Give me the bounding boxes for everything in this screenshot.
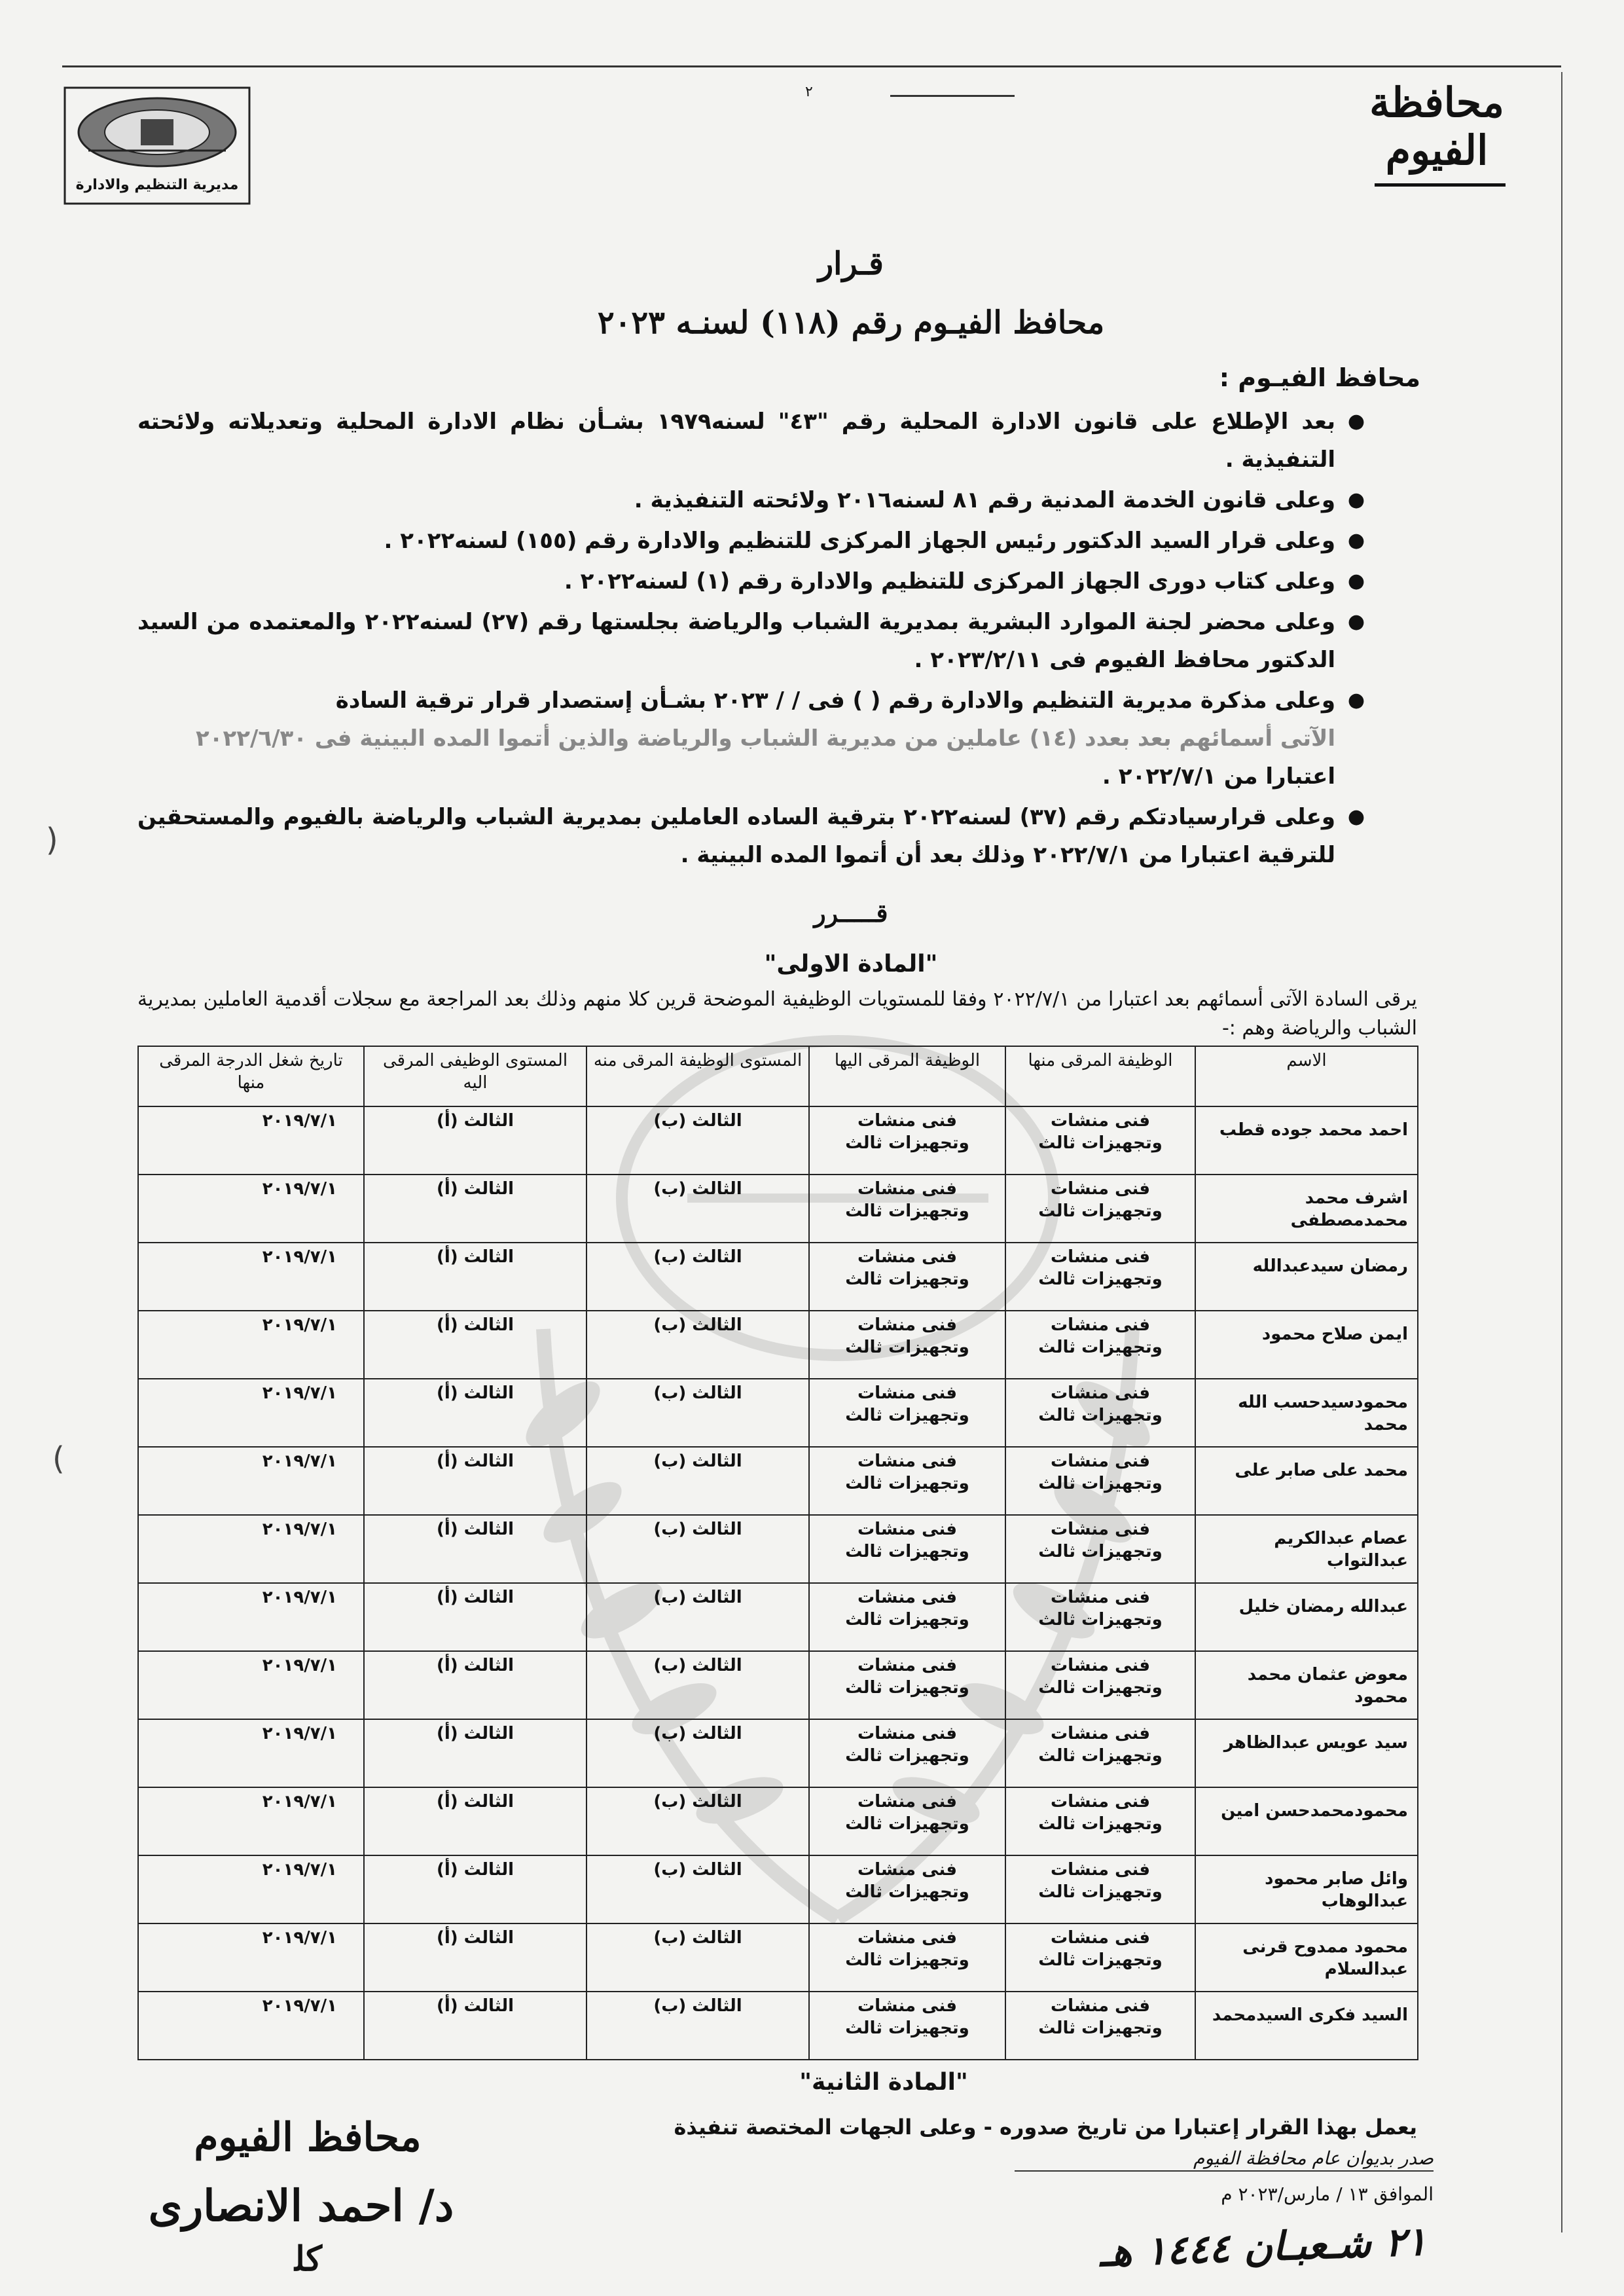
table-row (138, 1923, 1418, 1992)
cell-from-level: الثالث (ب) (586, 1175, 809, 1243)
cell-to-level: الثالث (أ) (364, 1787, 586, 1855)
cell-name: معوض عثمان محمد محمود (1195, 1651, 1418, 1719)
memo-line-3: اعتبارا من ٢٠٢٢/٧/١ . (1102, 763, 1335, 790)
cell-to-level: الثالث (أ) (364, 1855, 586, 1923)
cell-from-job: فنى منشات وتجهيزات ثالث (1005, 1106, 1195, 1175)
article-2-label: "المادة الثانية" (799, 2069, 968, 2096)
cell-name: وائل صابر محمود عبدالوهاب (1195, 1855, 1418, 1923)
gregorian-date: الموافق ١٣ / مارس/٢٠٢٣ م (1221, 2183, 1434, 2205)
bullet-icon: ● (1347, 570, 1365, 592)
preamble-item: ● وعلى محضر لجنة الموارد البشرية بمديرية الشباب والرياضة بجلستها رقم (٢٧) لسنه٢٠٢٢ والمعتمده من السيد الدكتور محافظ الفيوم فى ٢٠٢٣/٢/١١ . (137, 603, 1365, 679)
scan-edge-mark: ( (46, 822, 58, 858)
cell-date: ٢٠١٩/٧/١ (138, 1311, 364, 1379)
cell-from-job: فنى منشات وتجهيزات ثالث (1005, 1992, 1195, 2060)
table-row (138, 1175, 1418, 1243)
cell-from-job: فنى منشات وتجهيزات ثالث (1005, 1923, 1195, 1992)
cell-date: ٢٠١٩/٧/١ (138, 1787, 364, 1855)
cell-to-level: الثالث (أ) (364, 1651, 586, 1719)
cell-from-level: الثالث (ب) (586, 1923, 809, 1992)
preamble-item: ● وعلى كتاب دورى الجهاز المركزى للتنظيم والادارة رقم (١) لسنه٢٠٢٢ . (137, 562, 1365, 600)
cell-date: ٢٠١٩/٧/١ (138, 1651, 364, 1719)
cell-date: ٢٠١٩/٧/١ (138, 1379, 364, 1447)
cell-from-job: فنى منشات وتجهيزات ثالث (1005, 1583, 1195, 1651)
table-row (138, 1515, 1418, 1583)
cell-to-level: الثالث (أ) (364, 1719, 586, 1787)
cell-from-job: فنى منشات وتجهيزات ثالث (1005, 1719, 1195, 1787)
cell-to-level: الثالث (أ) (364, 1106, 586, 1175)
cell-name: محمد على صابر على (1195, 1447, 1418, 1515)
cell-date: ٢٠١٩/٧/١ (138, 1719, 364, 1787)
promotions-table (137, 1046, 1418, 2060)
cell-name: احمد محمد جوده قطب (1195, 1106, 1418, 1175)
cell-date: ٢٠١٩/٧/١ (138, 1175, 364, 1243)
cell-from-level: الثالث (ب) (586, 1992, 809, 2060)
cell-from-level: الثالث (ب) (586, 1379, 809, 1447)
cell-from-job: فنى منشات وتجهيزات ثالث (1005, 1243, 1195, 1311)
cell-from-job: فنى منشات وتجهيزات ثالث (1005, 1311, 1195, 1379)
decision-label: قـــــرر (814, 898, 888, 928)
bullet-icon: ● (1347, 488, 1365, 511)
table-row (138, 1583, 1418, 1651)
cell-from-level: الثالث (ب) (586, 1787, 809, 1855)
cell-from-level: الثالث (ب) (586, 1719, 809, 1787)
header-name: الاسم (1195, 1046, 1418, 1106)
cell-name: عصام عبدالكريم عبدالتواب (1195, 1515, 1418, 1583)
cell-from-level: الثالث (ب) (586, 1855, 809, 1923)
header-to-job: الوظيفة المرقى اليها (809, 1046, 1005, 1106)
cell-from-level: الثالث (ب) (586, 1243, 809, 1311)
page-mark: ٢ (805, 84, 813, 100)
cell-date: ٢٠١٩/٧/١ (138, 1992, 364, 2060)
governor-label: محافظ الفيـوم : (1219, 363, 1420, 392)
cell-to-level: الثالث (أ) (364, 1243, 586, 1311)
cell-to-level: الثالث (أ) (364, 1923, 586, 1992)
cell-from-job: فنى منشات وتجهيزات ثالث (1005, 1515, 1195, 1583)
cell-to-level: الثالث (أ) (364, 1515, 586, 1583)
governorate-underline (1375, 183, 1506, 187)
memo-line-2: الآتى أسمائهم بعد بعدد (١٤) عاملين من مديرية الشباب والرياضة والذين أتموا المده البينية فى ٢٠٢٢/٦/٣٠ (195, 725, 1335, 752)
bullet-icon: ● (1347, 410, 1365, 433)
table-row (138, 1447, 1418, 1515)
issued-at: صدر بديوان عام محافظة الفيوم (1015, 2147, 1434, 2172)
bullet-icon: ● (1347, 805, 1365, 828)
cell-name: رمضان سيدعبدالله (1195, 1243, 1418, 1311)
cell-to-job: فنى منشات وتجهيزات ثالث (809, 1651, 1005, 1719)
cell-to-level: الثالث (أ) (364, 1583, 586, 1651)
cell-from-job: فنى منشات وتجهيزات ثالث (1005, 1175, 1195, 1243)
bullet-icon: ● (1347, 689, 1365, 712)
cell-date: ٢٠١٩/٧/١ (138, 1106, 364, 1175)
signature-scribble: ﻛﻠ (295, 2239, 322, 2279)
preamble-item: ● وعلى قانون الخدمة المدنية رقم ٨١ لسنه٢٠١٦ ولائحته التنفيذية . (137, 481, 1365, 519)
table-row (138, 1855, 1418, 1923)
right-border-line (1561, 72, 1562, 2232)
table-row (138, 1106, 1418, 1175)
cell-from-job: فنى منشات وتجهيزات ثالث (1005, 1379, 1195, 1447)
table-row (138, 1992, 1418, 2060)
cell-date: ٢٠١٩/٧/١ (138, 1515, 364, 1583)
cell-from-level: الثالث (ب) (586, 1106, 809, 1175)
cell-to-level: الثالث (أ) (364, 1175, 586, 1243)
cell-from-level: الثالث (ب) (586, 1515, 809, 1583)
scan-edge-mark: ) (52, 1440, 65, 1477)
cell-date: ٢٠١٩/٧/١ (138, 1447, 364, 1515)
cell-to-job: فنى منشات وتجهيزات ثالث (809, 1379, 1005, 1447)
decision-number: محافظ الفيـوم رقم (١١٨) لسنـه ٢٠٢٣ (597, 304, 1105, 341)
memo-line-1: وعلى مذكرة مديرية التنظيم والادارة رقم ( ) فى / / ٢٠٢٣ بشـأن إستصدار قرار ترقية السادة (335, 687, 1335, 714)
header-to-level: المستوى الوظيفى المرقى اليه (364, 1046, 586, 1106)
cell-from-job: فنى منشات وتجهيزات ثالث (1005, 1787, 1195, 1855)
cell-to-job: فنى منشات وتجهيزات ثالث (809, 1106, 1005, 1175)
preamble-item: ● وعلى قرار السيد الدكتور رئيس الجهاز المركزى للتنظيم والادارة رقم (١٥٥) لسنه٢٠٢٢ . (137, 522, 1365, 560)
header-date: تاريخ شغل الدرجة المرقى منها (138, 1046, 364, 1106)
cell-date: ٢٠١٩/٧/١ (138, 1923, 364, 1992)
cell-to-job: فنى منشات وتجهيزات ثالث (809, 1923, 1005, 1992)
cell-to-job: فنى منشات وتجهيزات ثالث (809, 1175, 1005, 1243)
article-1-text: يرقى السادة الآتى أسمائهم بعد اعتبارا من ٢٠٢٢/٧/١ وفقا للمستويات الوظيفية الموضحة قرين كلا منهم وذلك بعد المراجعة مع سجلات أقدمية العاملين بمديرية الشباب والرياضة وهم :- (137, 988, 1417, 1040)
preamble-list (137, 403, 1365, 877)
cell-from-job: فنى منشات وتجهيزات ثالث (1005, 1651, 1195, 1719)
decision-title: قـرار (818, 246, 884, 282)
cell-to-job: فنى منشات وتجهيزات ثالث (809, 1311, 1005, 1379)
cell-name: السيد فكرى السيدمحمد (1195, 1992, 1418, 2060)
table-row (138, 1311, 1418, 1379)
cell-from-job: فنى منشات وتجهيزات ثالث (1005, 1447, 1195, 1515)
preamble-item: ● وعلى قرارسيادتكم رقم (٣٧) لسنه٢٠٢٢ بترقية الساده العاملين بمديرية الشباب والرياضة بالفيوم والمستحقين للترقية اعتبارا من ٢٠٢٢/٧/١ وذلك بعد أن أتموا المده البينية . (137, 798, 1365, 874)
article-2-text: يعمل بهذا القرار إعتبارا من تاريخ صدوره - وعلى الجهات المختصة تنفيذة (674, 2115, 1417, 2140)
cell-date: ٢٠١٩/٧/١ (138, 1583, 364, 1651)
cell-date: ٢٠١٩/٧/١ (138, 1855, 364, 1923)
cell-to-level: الثالث (أ) (364, 1379, 586, 1447)
cell-to-job: فنى منشات وتجهيزات ثالث (809, 1583, 1005, 1651)
cell-name: محمودمحمدحسن امين (1195, 1787, 1418, 1855)
cell-name: عبدالله رمضان خليل (1195, 1583, 1418, 1651)
header-from-level: المستوى الوظيفة المرقى منه (586, 1046, 809, 1106)
preamble-memo-item (137, 682, 1365, 795)
table-row (138, 1787, 1418, 1855)
cell-from-level: الثالث (ب) (586, 1447, 809, 1515)
cell-to-job: فنى منشات وتجهيزات ثالث (809, 1447, 1005, 1515)
table-row (138, 1243, 1418, 1311)
cell-name: ايمن صلاح محمود (1195, 1311, 1418, 1379)
cell-to-job: فنى منشات وتجهيزات ثالث (809, 1992, 1005, 2060)
table-row (138, 1379, 1418, 1447)
logo-caption: مديرية التنظيم والادارة (75, 177, 239, 193)
cell-to-level: الثالث (أ) (364, 1311, 586, 1379)
top-border-line (62, 65, 1561, 67)
cell-name: اشرف محمد محمدمصطفى (1195, 1175, 1418, 1243)
handwritten-dash (890, 95, 1015, 97)
cell-name: محمود ممدوح قرنى عبدالسلام (1195, 1923, 1418, 1992)
bullet-icon: ● (1347, 529, 1365, 552)
cell-to-level: الثالث (أ) (364, 1992, 586, 2060)
cell-to-job: فنى منشات وتجهيزات ثالث (809, 1515, 1005, 1583)
cell-to-level: الثالث (أ) (364, 1447, 586, 1515)
header-from-job: الوظيفة المرقى منها (1005, 1046, 1195, 1106)
cell-date: ٢٠١٩/٧/١ (138, 1243, 364, 1311)
article-1-label: "المادة الاولى" (764, 951, 938, 977)
signature-title: محافظ الفيوم (194, 2115, 422, 2160)
cell-to-job: فنى منشات وتجهيزات ثالث (809, 1719, 1005, 1787)
cell-name: سيد عويس عبدالظاهر (1195, 1719, 1418, 1787)
governorate-name: محافظة الفيوم (1369, 79, 1504, 174)
table-row (138, 1719, 1418, 1787)
cell-from-level: الثالث (ب) (586, 1651, 809, 1719)
table-row (138, 1651, 1418, 1719)
table-header-row (138, 1046, 1418, 1106)
cell-from-level: الثالث (ب) (586, 1583, 809, 1651)
hijri-date: ٢١ شـعبـان ١٤٤٤ هـ (1098, 2218, 1428, 2276)
cell-name: محمودسيدحسب الله محمد (1195, 1379, 1418, 1447)
cell-to-job: فنى منشات وتجهيزات ثالث (809, 1787, 1005, 1855)
cell-to-job: فنى منشات وتجهيزات ثالث (809, 1855, 1005, 1923)
cell-from-level: الثالث (ب) (586, 1311, 809, 1379)
bullet-icon: ● (1347, 610, 1365, 633)
signature-name: د/ احمد الانصارى (148, 2180, 454, 2231)
cell-from-job: فنى منشات وتجهيزات ثالث (1005, 1855, 1195, 1923)
cell-to-job: فنى منشات وتجهيزات ثالث (809, 1243, 1005, 1311)
preamble-item: ● بعد الإطلاع على قانون الادارة المحلية رقم "٤٣" لسنه١٩٧٩ بشـأن نظام الادارة المحلية وتعديلاته ولائحته التنفيذية . (137, 403, 1365, 479)
